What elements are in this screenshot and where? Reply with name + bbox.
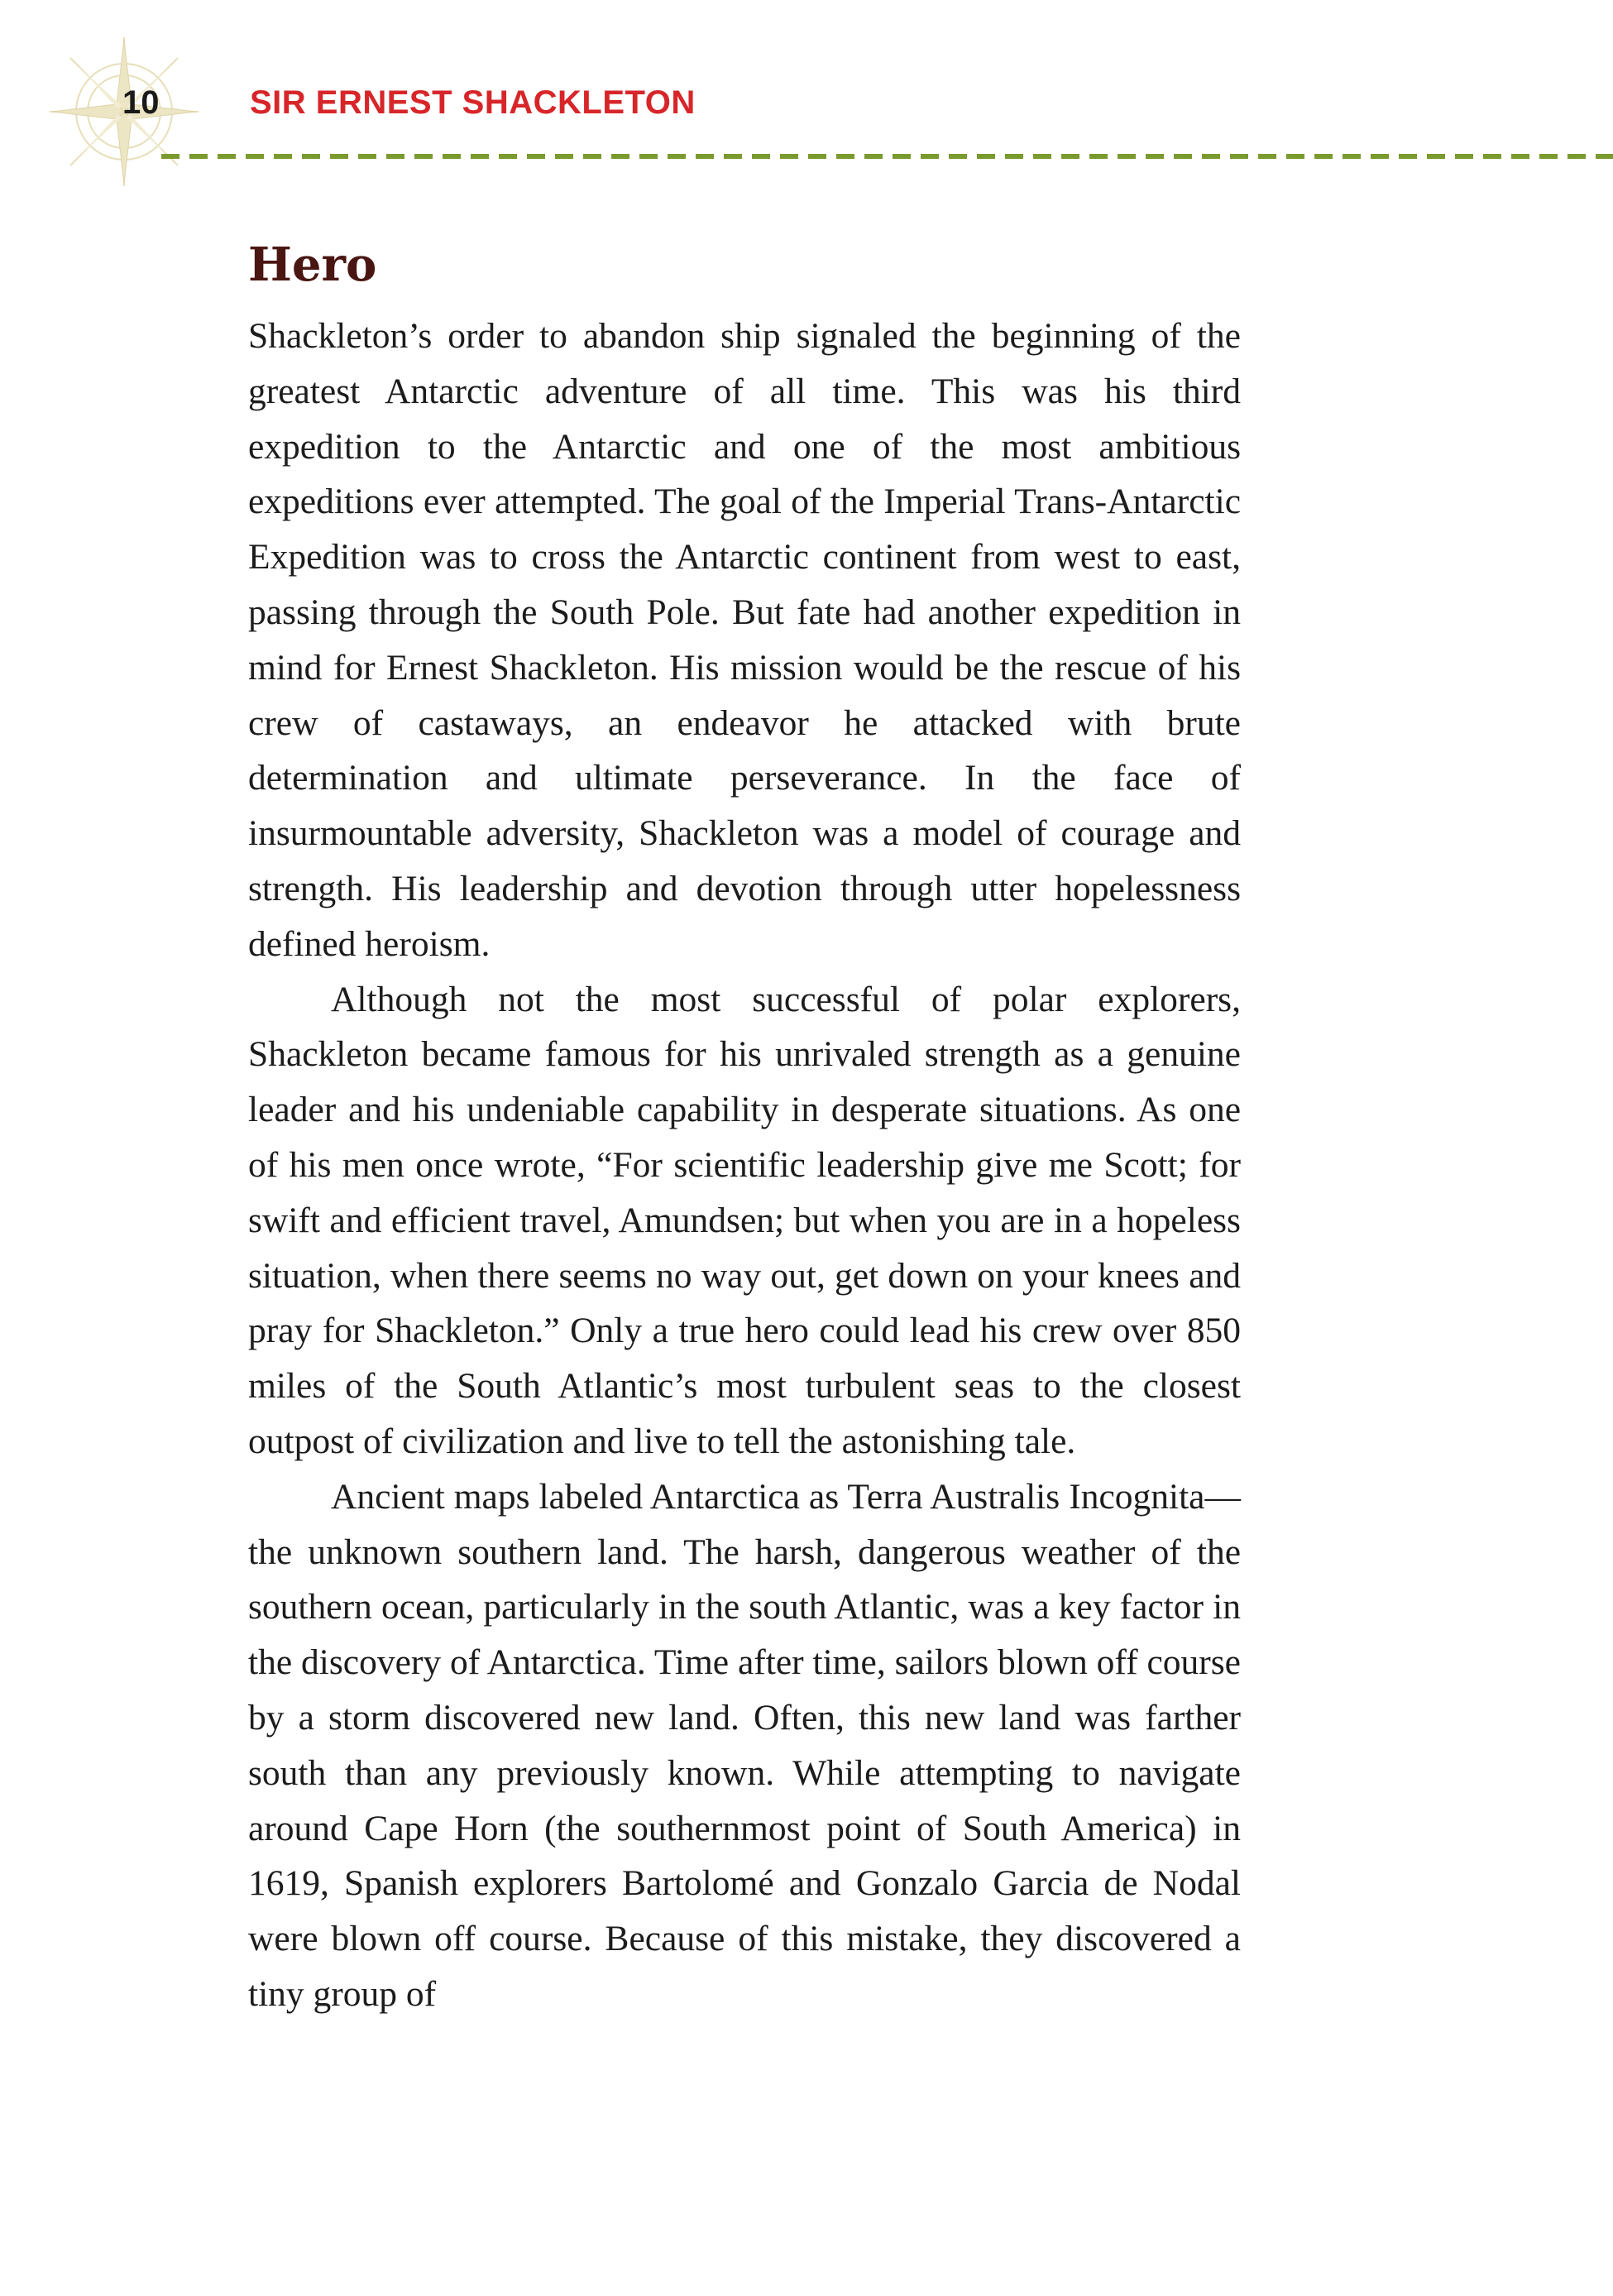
header-dashed-rule (161, 154, 1613, 159)
body-paragraph-3: Ancient maps labeled Antarctica as Terra Australis Incognita—the unknown southern land. The harsh, dangerous weather of the southern ocean, particularly in the south Atlantic, was a key factor in the discovery of Antarctica. Time after time, sailors blown off course by a storm discovered new land. Often, this new land was farther south than any previously known. While attempting to navigate around Cape Horn (the southernmost point of South America) in 1619, Spanish explorers Bartolomé and Gonzalo Garcia de Nodal were blown off course. Because of this mistake, they discovered a tiny group of (248, 1476, 1241, 2014)
article-body (248, 236, 1241, 2022)
page-number: 10 (122, 84, 160, 121)
body-paragraph-2: Although not the most successful of polar explorers, Shackleton became famous for his unrivaled strength as a genuine leader and his undeniable capability in desperate situations. As one of his men once wrote, “For scientific leadership give me Scott; for swift and efficient travel, Amundsen; but when you are in a hopeless situation, when there seems no way out, get down on your knees and pray for Shackleton.” Only a true hero could lead his crew over 850 miles of the South Atlantic’s most turbulent seas to the closest outpost of civilization and live to tell the astonishing tale. (248, 979, 1241, 1461)
running-title: SIR ERNEST SHACKLETON (250, 84, 696, 121)
body-paragraph-1: Shackleton’s order to abandon ship signaled the beginning of the greatest Antarctic adventure of all time. This was his third expedition to the Antarctic and one of the most ambitious expeditions ever attempted. The goal of the Imperial Trans-Antarctic Expedition was to cross the Antarctic continent from west to east, passing through the South Pole. But fate had another expedition in mind for Ernest Shackleton. His mission would be the rescue of his crew of castaways, an endeavor he attacked with brute determination and ultimate perseverance. In the face of insurmountable adversity, Shackleton was a model of courage and strength. His leadership and devotion through utter hopelessness defined heroism. (248, 316, 1241, 964)
section-heading: Hero (248, 237, 377, 292)
page-header (0, 0, 1613, 182)
